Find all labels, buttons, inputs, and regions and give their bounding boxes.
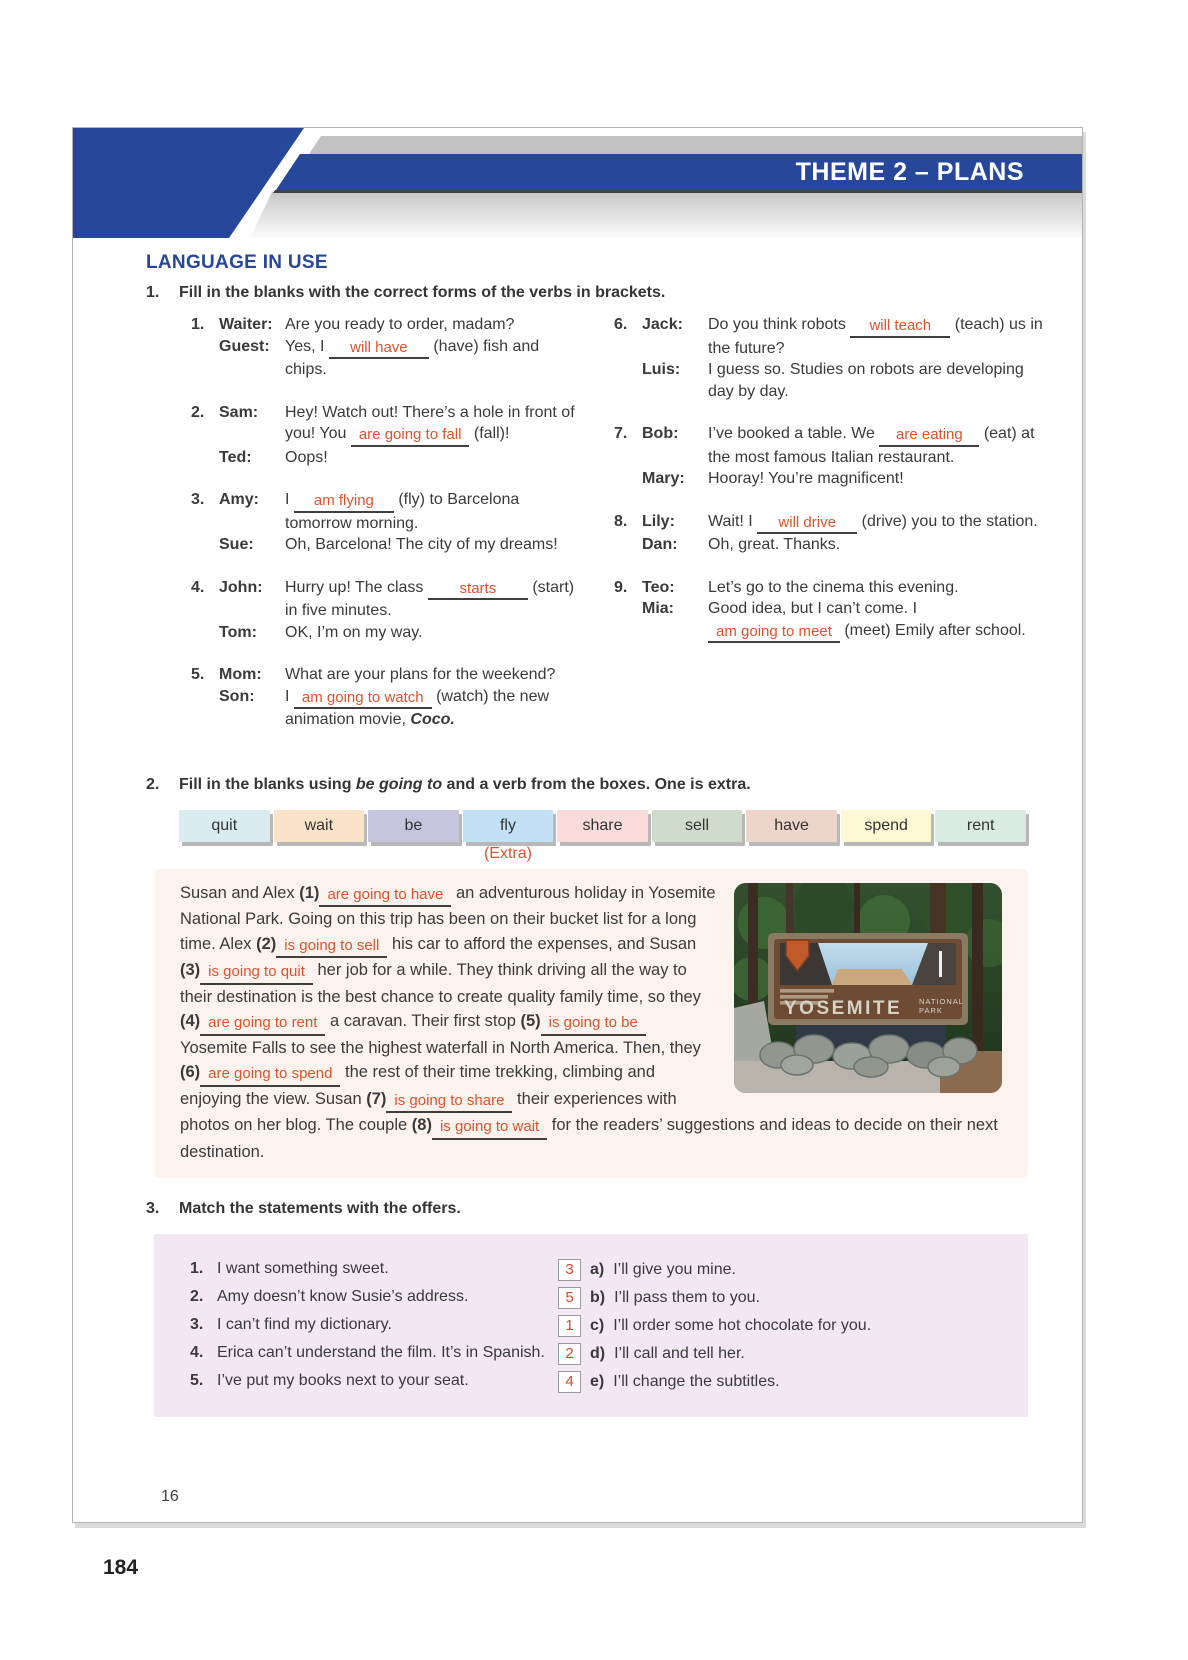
dialogue-item-number: 7. xyxy=(614,425,628,442)
offer-text: I’ll pass them to you. xyxy=(614,1289,760,1306)
dialogue-text: I’ve booked a table. We are eating (eat) at the most famous Italian restaurant. xyxy=(708,425,1035,466)
dialogue-item-number: 2. xyxy=(191,403,205,421)
speaker-label: John: xyxy=(219,578,263,596)
yosemite-photo-art xyxy=(734,883,1002,1093)
dialogue-text: Do you think robots will teach (teach) us in the future? xyxy=(708,316,1043,357)
handwritten-answer: will teach xyxy=(869,317,932,334)
exercise3-heading xyxy=(146,1200,1048,1218)
answer-blank xyxy=(294,489,394,513)
speaker-label: Tom: xyxy=(219,623,257,641)
dialogue-item-number: 9. xyxy=(614,578,628,596)
statement-number: 4. xyxy=(190,1344,204,1361)
dialogue-text: Yes, I will have (have) fish and chips. xyxy=(285,337,540,378)
offer-letter: d) xyxy=(590,1345,606,1362)
word-box xyxy=(841,810,932,842)
word-box-label: rent xyxy=(966,816,995,834)
sign-subtitle-2: PARK xyxy=(919,1005,943,1015)
answer-blank xyxy=(294,686,432,710)
banner-title: THEME 2 – PLANS xyxy=(795,158,1024,186)
matching-box xyxy=(154,1234,1028,1417)
dialogue-item xyxy=(191,489,581,556)
offer-text: I’ll call and tell her. xyxy=(614,1345,745,1362)
speaker-label: Mary: xyxy=(642,470,685,487)
word-box xyxy=(463,810,554,842)
exercise2-paragraph: YOSEMITE NATIONAL PARK Susan and Alex (1) are going to have an adventurous holiday in Yosemite National Park. Going on this trip has been on their bucket list for a long time. Alex (2) is going to sell his car to afford the expenses, and Susan (3) is going to quit her job for a while. They think driving all the way to their destination is the best chance to create quality family time, so they (4) are going to rent a caravan. Their first stop (5) is going to be Yosemite Falls to see the highest waterfall in North America. Then, they (6) are going to spend the rest of their time trekking, climbing and enjoying the view. Susan (7) is going to share their experiences with photos on her blog. The couple (8) is going to wait for the readers’ suggestions and ideas to decide on their next destination. xyxy=(154,869,1028,1179)
statement-number: 5. xyxy=(190,1372,204,1389)
offer-letter: c) xyxy=(590,1317,605,1334)
offer-letter: e) xyxy=(590,1373,605,1390)
handwritten-answer-number: 3 xyxy=(565,1261,574,1278)
dialogue-item xyxy=(614,577,1052,644)
handwritten-answer-number: 5 xyxy=(565,1289,574,1306)
yosemite-photo xyxy=(734,883,1002,1093)
offer-row xyxy=(558,1315,1010,1337)
word-box-label: share xyxy=(582,816,623,834)
offer-row xyxy=(558,1259,1010,1281)
speaker-label: Jack: xyxy=(642,316,683,333)
answer-blank xyxy=(200,958,313,985)
word-box-label: sell xyxy=(685,816,710,834)
answer-blank xyxy=(541,1009,646,1036)
speaker-label: Lily: xyxy=(642,512,675,530)
dialogue-text: Are you ready to order, madam? xyxy=(285,316,515,333)
exercise2-instruction-pre: Fill in the blanks using xyxy=(179,775,356,793)
exercise1-heading xyxy=(146,284,1048,302)
statement-number: 3. xyxy=(190,1316,204,1333)
offer-row xyxy=(558,1287,1010,1309)
offer-row xyxy=(558,1343,1010,1365)
dialogue-text: Good idea, but I can’t come. I am going to meet (meet) Emily after school. xyxy=(708,598,1052,643)
handwritten-answer-number: 1 xyxy=(565,1317,574,1334)
word-box xyxy=(935,810,1026,842)
answer-blank xyxy=(276,932,387,959)
dialogue-text: Hurry up! The class starts (start) in five minutes. xyxy=(285,578,575,619)
statement-row xyxy=(190,1370,558,1391)
bold-text: (4) xyxy=(180,1012,201,1030)
speaker-label: Guest: xyxy=(219,337,270,355)
book-page-number: 184 xyxy=(103,1556,139,1579)
statement-row xyxy=(190,1286,558,1307)
speaker-label: Bob: xyxy=(642,425,679,442)
dialogue-item-number: 3. xyxy=(191,491,205,508)
speaker-label: Teo: xyxy=(642,578,675,596)
answer-box xyxy=(558,1287,581,1309)
handwritten-answer: are going to have xyxy=(327,885,444,903)
statement-row xyxy=(190,1258,558,1279)
handwritten-answer: is going to be xyxy=(548,1014,638,1031)
statement-number: 2. xyxy=(190,1288,204,1305)
speaker-label: Mom: xyxy=(219,666,262,683)
bold-text: (7) xyxy=(366,1089,387,1108)
handwritten-answer: are going to rent xyxy=(208,1014,318,1031)
workbook-page-number: 16 xyxy=(161,1488,179,1505)
bold-text: (5) xyxy=(520,1012,541,1030)
speaker-label: Dan: xyxy=(642,536,678,553)
handwritten-answer: will drive xyxy=(778,513,836,531)
statement-text: I can’t find my dictionary. xyxy=(217,1316,392,1333)
dialogue-item xyxy=(191,664,581,731)
handwritten-answer: am flying xyxy=(313,492,374,509)
handwritten-answer: will have xyxy=(350,338,408,356)
answer-blank xyxy=(879,423,979,447)
section-title: LANGUAGE IN USE xyxy=(146,252,328,273)
handwritten-answer: are going to spend xyxy=(208,1065,333,1082)
dialogue-text: Oh, great. Thanks. xyxy=(708,536,841,553)
word-box xyxy=(179,810,270,842)
exercise2-heading xyxy=(146,776,1048,794)
speaker-label: Waiter: xyxy=(219,316,273,333)
statement-text: Amy doesn’t know Susie’s address. xyxy=(217,1288,469,1305)
dialogue-item xyxy=(614,423,1052,490)
bold-italic-text: Coco. xyxy=(410,711,455,728)
answer-blank xyxy=(708,620,840,644)
bold-text: (8) xyxy=(411,1116,432,1134)
word-box-label: be xyxy=(404,816,423,834)
dialogue-item-number: 8. xyxy=(614,512,628,530)
speaker-label: Mia: xyxy=(642,600,674,617)
word-box-label: have xyxy=(774,816,809,834)
statements-list xyxy=(190,1258,558,1399)
sign-title: YOSEMITE xyxy=(784,997,903,1019)
statement-text: I want something sweet. xyxy=(217,1260,389,1277)
answer-box xyxy=(558,1315,581,1337)
answer-blank xyxy=(757,511,857,535)
page-card xyxy=(72,127,1083,1523)
dialogue-text: I guess so. Studies on robots are developing day by day. xyxy=(708,361,1024,400)
statement-row xyxy=(190,1314,558,1335)
dialogue-text: Oops! xyxy=(285,448,328,466)
word-box-label: quit xyxy=(211,816,238,834)
dialogue-text: I am going to watch (watch) the new animation movie, Coco. xyxy=(285,687,550,728)
statement-text: Erica can’t understand the film. It’s in Spanish. xyxy=(217,1344,545,1361)
answer-blank xyxy=(319,881,451,908)
exercise1-instruction: Fill in the blanks with the correct forms of the verbs in brackets. xyxy=(179,284,666,301)
exercise2-instruction-post: and a verb from the boxes. One is extra. xyxy=(442,775,751,793)
answer-blank xyxy=(351,423,470,447)
handwritten-answer: is going to quit xyxy=(208,963,305,980)
exercise2-number: 2. xyxy=(146,775,160,793)
speaker-label: Son: xyxy=(219,687,255,705)
bold-text: (6) xyxy=(180,1063,201,1081)
statement-row xyxy=(190,1342,558,1363)
offer-letter: a) xyxy=(590,1261,605,1278)
dialogue-item xyxy=(191,577,581,644)
statement-text: I’ve put my books next to your seat. xyxy=(217,1372,469,1389)
answer-blank xyxy=(432,1113,547,1140)
word-box-label: wait xyxy=(304,816,334,834)
dialogue-column-right xyxy=(614,314,1082,752)
answer-blank xyxy=(329,336,429,360)
offer-text: I’ll change the subtitles. xyxy=(613,1373,780,1390)
bold-text: (3) xyxy=(180,961,201,979)
dialogue-text: Wait! I will drive (drive) you to the station. xyxy=(708,511,1052,535)
exercise3-number: 3. xyxy=(146,1200,160,1217)
dialogue-text: Hey! Watch out! There’s a hole in front of you! You are going to fall (fall)! xyxy=(285,402,581,447)
offer-text: I’ll order some hot chocolate for you. xyxy=(613,1317,872,1334)
sign-subtitle-1: NATIONAL xyxy=(919,996,964,1006)
dialogue-column-left xyxy=(191,314,581,752)
statement-number: 1. xyxy=(190,1260,204,1277)
handwritten-answer-number: 4 xyxy=(565,1373,574,1390)
speaker-label: Sam: xyxy=(219,403,259,421)
offer-letter: b) xyxy=(590,1289,606,1306)
speaker-label: Amy: xyxy=(219,491,260,508)
word-box-label: spend xyxy=(864,816,908,834)
dialogue-item xyxy=(191,402,581,469)
answer-blank xyxy=(850,314,950,338)
dialogue-text: OK, I’m on my way. xyxy=(285,623,423,641)
exercise1-number: 1. xyxy=(146,284,160,301)
bold-text: (2) xyxy=(256,934,277,953)
word-box xyxy=(274,810,365,842)
extra-label-row xyxy=(179,845,1026,863)
dialogue-item-number: 5. xyxy=(191,666,205,683)
handwritten-answer: are eating xyxy=(896,426,963,443)
offer-row xyxy=(558,1371,1010,1393)
dialogue-item xyxy=(614,314,1052,402)
speaker-label: Ted: xyxy=(219,448,252,466)
extra-label: (Extra) xyxy=(483,844,532,862)
offer-text: I’ll give you mine. xyxy=(613,1261,736,1278)
answer-blank xyxy=(200,1060,340,1087)
word-box xyxy=(652,810,743,842)
word-box-row xyxy=(179,810,1026,842)
dialogue-text: Let’s go to the cinema this evening. xyxy=(708,578,959,596)
dialogue-text: What are your plans for the weekend? xyxy=(285,666,556,683)
speaker-label: Luis: xyxy=(642,361,681,378)
handwritten-answer: am going to watch xyxy=(301,688,424,706)
dialogue-text: I am flying (fly) to Barcelona tomorrow morning. xyxy=(285,491,520,532)
answer-box xyxy=(558,1371,581,1393)
offers-list xyxy=(558,1258,1010,1399)
word-box-label: fly xyxy=(499,816,516,834)
dialogue-item-number: 4. xyxy=(191,578,205,596)
word-box xyxy=(746,810,837,842)
exercise3-instruction: Match the statements with the offers. xyxy=(179,1200,461,1217)
dialogue-item xyxy=(614,511,1052,556)
answer-box xyxy=(558,1343,581,1365)
bold-text: (1) xyxy=(299,883,320,902)
answer-blank xyxy=(386,1087,512,1114)
handwritten-answer-number: 2 xyxy=(565,1345,574,1362)
word-box xyxy=(368,810,459,842)
word-box xyxy=(557,810,648,842)
handwritten-answer: are going to fall xyxy=(358,426,462,443)
handwritten-answer: is going to wait xyxy=(439,1118,540,1135)
answer-blank xyxy=(200,1009,325,1036)
speaker-label: Sue: xyxy=(219,536,254,553)
dialogue-text: Hooray! You’re magnificent! xyxy=(708,470,904,487)
answer-blank xyxy=(428,577,528,601)
handwritten-answer: is going to sell xyxy=(284,936,380,954)
dialogue-item-number: 1. xyxy=(191,316,205,333)
dialogue-text: Oh, Barcelona! The city of my dreams! xyxy=(285,536,558,553)
handwritten-answer: starts xyxy=(459,579,497,597)
handwritten-answer: am going to meet xyxy=(716,622,832,640)
exercise2-instruction xyxy=(179,776,1048,794)
exercise1-dialogues xyxy=(191,314,1082,752)
dialogue-item xyxy=(191,314,581,381)
handwritten-answer: is going to share xyxy=(394,1091,505,1109)
exercise2-instruction-italic: be going to xyxy=(355,775,443,793)
header-banner xyxy=(73,128,1082,238)
dialogue-item-number: 6. xyxy=(614,316,628,333)
answer-box xyxy=(558,1259,581,1281)
